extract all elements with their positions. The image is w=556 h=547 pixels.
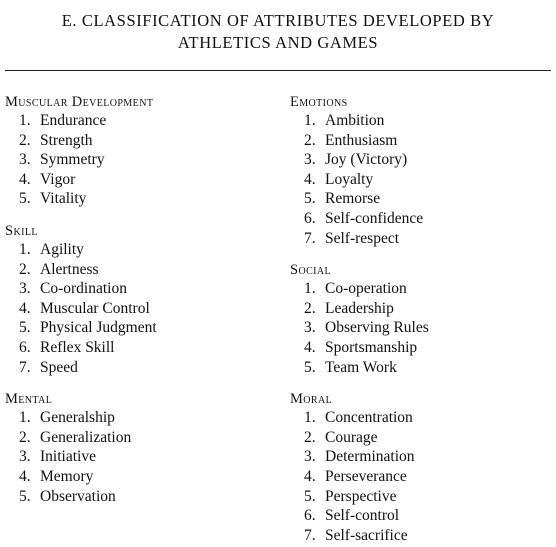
item-number: 3. xyxy=(19,151,31,169)
attribute-item xyxy=(290,170,550,190)
attribute-item xyxy=(5,487,275,507)
attribute-item xyxy=(290,428,550,448)
category-heading: Skill xyxy=(5,222,38,239)
item-number: 5. xyxy=(19,319,31,337)
attribute-item xyxy=(5,150,275,170)
item-label: Loyalty xyxy=(325,170,374,188)
item-number: 2. xyxy=(19,131,31,149)
item-label: Enthusiasm xyxy=(325,131,398,149)
attribute-item xyxy=(290,189,550,209)
attribute-item xyxy=(5,260,275,280)
item-number: 5. xyxy=(304,487,316,505)
attribute-list xyxy=(5,408,275,506)
item-label: Co-ordination xyxy=(40,280,127,298)
item-label: Perspective xyxy=(325,487,397,505)
attribute-item xyxy=(5,279,275,299)
attribute-item xyxy=(5,408,275,428)
item-label: Vigor xyxy=(40,170,76,188)
attribute-list xyxy=(290,111,550,248)
category-social xyxy=(290,261,550,377)
item-number: 4. xyxy=(19,299,31,317)
item-label: Self-sacrifice xyxy=(325,526,408,544)
item-label: Alertness xyxy=(40,260,99,278)
item-label: Observing Rules xyxy=(325,319,429,337)
page-title xyxy=(0,10,556,54)
item-number: 3. xyxy=(304,319,316,337)
attribute-item xyxy=(290,111,550,131)
item-number: 6. xyxy=(19,338,31,356)
attribute-list xyxy=(290,408,550,545)
attribute-list xyxy=(290,279,550,377)
item-number: 7. xyxy=(19,358,31,376)
item-label: Ambition xyxy=(325,112,385,129)
item-number: 3. xyxy=(304,448,316,466)
item-number: 4. xyxy=(304,338,316,356)
item-label: Symmetry xyxy=(40,151,105,169)
item-number: 7. xyxy=(304,526,316,544)
attribute-item xyxy=(290,150,550,170)
category-heading: Muscular Development xyxy=(5,94,154,110)
attribute-item xyxy=(290,408,550,428)
item-label: Memory xyxy=(40,467,94,485)
item-number: 1. xyxy=(304,409,316,427)
item-number: 2. xyxy=(304,299,316,317)
item-label: Leadership xyxy=(325,299,394,317)
item-label: Generalship xyxy=(40,409,115,427)
item-number: 4. xyxy=(19,170,31,188)
item-number: 2. xyxy=(304,428,316,446)
attribute-item xyxy=(5,299,275,319)
item-number: 1. xyxy=(304,280,316,298)
right-column xyxy=(290,93,550,545)
category-heading: Emotions xyxy=(290,94,348,110)
item-label: Joy (Victory) xyxy=(325,151,408,169)
category-heading: Mental xyxy=(5,391,53,408)
attribute-item xyxy=(290,299,550,319)
attribute-item xyxy=(290,358,550,378)
attribute-item xyxy=(5,111,275,131)
attribute-item xyxy=(290,526,550,546)
item-label: Strength xyxy=(40,131,93,149)
attribute-item xyxy=(290,506,550,526)
item-number: 1. xyxy=(19,409,31,427)
item-number: 6. xyxy=(304,507,316,525)
attribute-item xyxy=(290,131,550,151)
item-number: 1. xyxy=(19,112,31,129)
item-number: 4. xyxy=(304,467,316,485)
attribute-item xyxy=(5,428,275,448)
attribute-item xyxy=(5,318,275,338)
item-label: Speed xyxy=(40,358,78,376)
attribute-item xyxy=(5,131,275,151)
item-label: Agility xyxy=(40,240,84,258)
category-heading: Social xyxy=(290,262,332,279)
attribute-item xyxy=(5,447,275,467)
attribute-item xyxy=(5,338,275,358)
item-number: 1. xyxy=(304,112,316,129)
category-muscular-development xyxy=(5,93,275,209)
attribute-item xyxy=(290,487,550,507)
attribute-item xyxy=(290,209,550,229)
item-label: Generalization xyxy=(40,428,132,446)
attribute-item xyxy=(5,240,275,260)
attribute-item xyxy=(290,318,550,338)
category-mental xyxy=(5,390,275,506)
category-emotions xyxy=(290,93,550,248)
item-label: Self-respect xyxy=(325,229,400,247)
item-label: Courage xyxy=(325,428,378,446)
item-label: Physical Judgment xyxy=(40,319,157,337)
item-number: 1. xyxy=(19,240,31,258)
item-label: Muscular Control xyxy=(40,299,150,317)
attribute-item xyxy=(290,467,550,487)
item-number: 5. xyxy=(19,190,31,208)
title-line-1: E. CLASSIFICATION OF ATTRIBUTES DEVELOPED BY xyxy=(61,11,495,30)
attribute-item xyxy=(290,447,550,467)
attribute-item xyxy=(5,170,275,190)
item-number: 6. xyxy=(304,209,316,227)
item-label: Remorse xyxy=(325,190,381,208)
item-label: Self-control xyxy=(325,507,400,525)
title-divider xyxy=(5,70,551,71)
category-moral xyxy=(290,390,550,545)
item-label: Perseverance xyxy=(325,467,407,485)
attribute-list xyxy=(5,240,275,377)
item-number: 3. xyxy=(19,448,31,466)
item-number: 7. xyxy=(304,229,316,247)
item-number: 2. xyxy=(19,260,31,278)
left-column xyxy=(5,93,275,506)
item-label: Reflex Skill xyxy=(40,338,115,356)
title-line-2: ATHLETICS AND GAMES xyxy=(177,33,379,52)
attribute-item xyxy=(5,358,275,378)
attribute-item xyxy=(5,467,275,487)
category-skill xyxy=(5,222,275,377)
attribute-item xyxy=(5,189,275,209)
item-label: Team Work xyxy=(325,358,397,376)
item-number: 3. xyxy=(19,280,31,298)
item-label: Endurance xyxy=(40,112,107,129)
item-label: Initiative xyxy=(40,448,96,466)
item-number: 2. xyxy=(19,428,31,446)
item-number: 4. xyxy=(304,170,316,188)
attribute-item xyxy=(290,279,550,299)
item-number: 5. xyxy=(304,358,316,376)
item-label: Self-confidence xyxy=(325,209,424,227)
item-label: Vitality xyxy=(40,190,87,208)
attribute-list xyxy=(5,111,275,209)
item-label: Observation xyxy=(40,487,116,505)
item-number: 4. xyxy=(19,467,31,485)
item-number: 3. xyxy=(304,151,316,169)
item-number: 5. xyxy=(19,487,31,505)
attribute-item xyxy=(290,338,550,358)
item-label: Concentration xyxy=(325,409,413,427)
item-number: 5. xyxy=(304,190,316,208)
item-label: Co-operation xyxy=(325,280,407,298)
item-label: Determination xyxy=(325,448,415,466)
item-label: Sportsmanship xyxy=(325,338,418,356)
category-heading: Moral xyxy=(290,391,333,408)
item-number: 2. xyxy=(304,131,316,149)
attribute-item xyxy=(290,229,550,249)
